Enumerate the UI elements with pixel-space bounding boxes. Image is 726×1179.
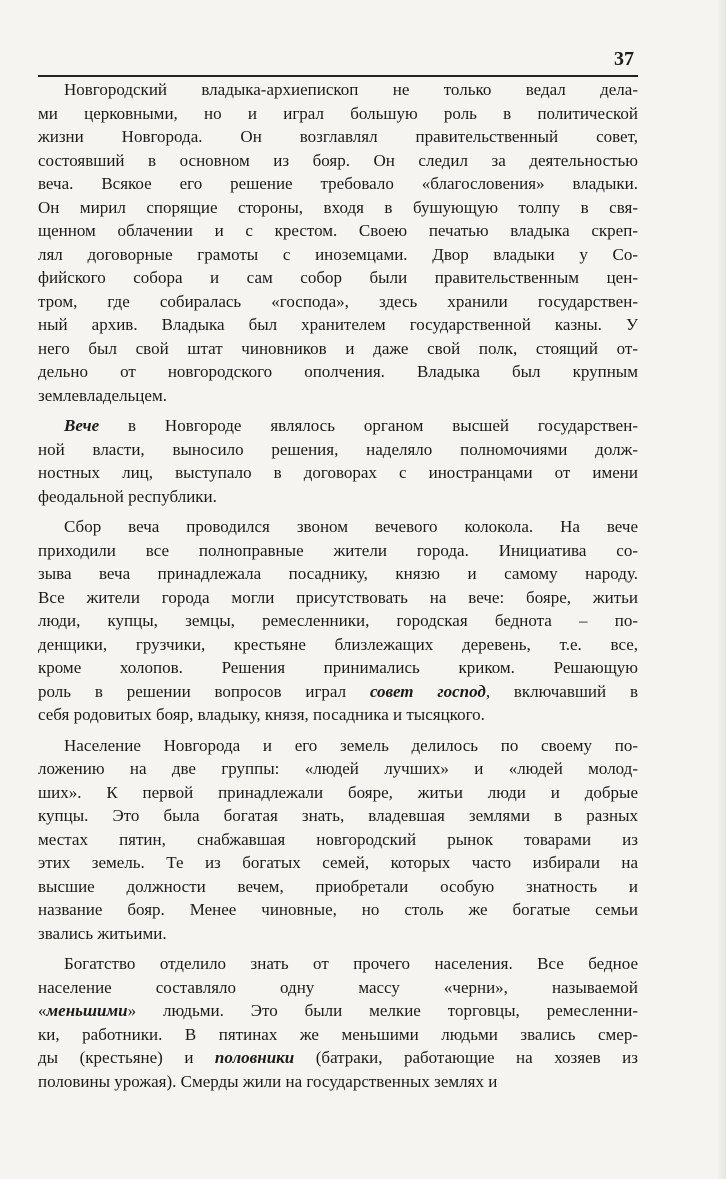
text-run: «	[38, 1001, 47, 1020]
text-run: тром, где собиралась «господа», здесь хранили государствен-	[38, 291, 638, 311]
page-number: 37	[614, 48, 634, 70]
text-line	[38, 243, 638, 267]
text-run: половины урожая). Смерды жили на государственных землях и	[38, 1071, 498, 1091]
paragraph	[38, 734, 638, 946]
text-line	[38, 219, 638, 243]
paragraph	[38, 952, 638, 1093]
text-run: ложению на две группы: «людей лучших» и «людей молод-	[38, 759, 638, 778]
emphasized-term: половники	[214, 1048, 295, 1067]
text-run: люди, купцы, земцы, ремесленники, городская беднота – по-	[38, 611, 638, 630]
text-run: ностных лиц, выступало в договорах с иностранцами от имени	[38, 463, 638, 482]
text-line	[38, 266, 638, 290]
text-run: высшие должности вечем, приобретали особую знатность и	[38, 876, 638, 896]
text-line	[38, 539, 638, 563]
text-line	[38, 562, 638, 586]
text-line	[38, 360, 638, 384]
text-run: ших». К первой принадлежали бояре, житьи люди и добрые	[38, 782, 638, 802]
text-line	[38, 633, 638, 657]
text-run: денщики, грузчики, крестьяне близлежащих деревень, т.е. все,	[38, 634, 638, 654]
paragraph	[38, 78, 638, 407]
text-run: ки, работники. В пятинах же меньшими людьми звались смер-	[38, 1024, 638, 1044]
text-run: купцы. Это была богатая знать, владевшая землями в разных	[38, 806, 638, 825]
text-run: звались житьими.	[38, 923, 167, 943]
text-line	[38, 656, 638, 680]
text-line	[38, 952, 638, 976]
text-line	[38, 875, 638, 899]
text-run: ды (крестьяне) и	[38, 1048, 215, 1067]
emphasized-term: совет господ	[369, 681, 486, 701]
text-run: жизни Новгорода. Он возглавлял правительственный совет,	[38, 127, 638, 146]
text-run: Все жители города могли присутствовать на вече: бояре, житьи	[38, 587, 638, 607]
text-line	[38, 438, 638, 462]
text-run: кроме холопов. Решения принимались криком. Решающую	[38, 658, 638, 677]
text-run: Богатство отделило знать от прочего населения. Все бедное	[64, 954, 638, 973]
text-run: Население Новгорода и его земель делилось по своему по-	[64, 735, 638, 755]
text-line	[38, 586, 638, 610]
text-line	[38, 172, 638, 196]
text-line	[38, 999, 638, 1023]
page-edge-shadow	[716, 0, 726, 1179]
text-run: лял договорные грамоты с иноземцами. Двор владыки у Со-	[38, 244, 638, 264]
text-run: (батраки, работающие на хозяев из	[294, 1048, 638, 1067]
text-line	[38, 196, 638, 220]
text-run: » людьми. Это были мелкие торговцы, ремесленни-	[127, 1001, 638, 1020]
text-run: приходили все полноправные жители города. Инициатива со-	[38, 540, 638, 560]
text-line	[38, 337, 638, 361]
text-run: название бояр. Менее чиновные, но столь же богатые семьи	[38, 900, 638, 919]
text-line	[38, 313, 638, 337]
text-line	[38, 461, 638, 485]
text-line	[38, 734, 638, 758]
text-line	[38, 78, 638, 102]
text-line	[38, 1023, 638, 1047]
text-run: веча. Всякое его решение требовало «благословения» владыки.	[38, 174, 638, 193]
text-line	[38, 828, 638, 852]
text-line	[38, 1070, 638, 1094]
text-run: местах пятин, снабжавшая новгородский рынок товарами из	[38, 829, 638, 849]
text-run: ми церковными, но и играл большую роль в политической	[38, 103, 638, 123]
text-line	[38, 922, 638, 946]
text-line	[38, 976, 638, 1000]
text-run: Он мирил спорящие стороны, входя в бушующую толпу в свя-	[38, 197, 638, 217]
text-run: дельно от новгородского ополчения. Владыка был крупным	[38, 362, 638, 381]
text-line	[38, 414, 638, 438]
text-run: ной власти, выносило решения, наделяло полномочиями долж-	[38, 439, 638, 459]
emphasized-term: Вече	[64, 416, 100, 435]
text-line	[38, 102, 638, 126]
text-run: щенном облачении и с крестом. Своею печатью владыка скреп-	[38, 221, 638, 240]
text-run: Новгородский владыка-архиепископ не только ведал дела-	[64, 80, 638, 99]
text-run: население составляло одну массу «черни», называемой	[38, 977, 638, 997]
text-line	[38, 804, 638, 828]
text-run: состоявший в основном из бояр. Он следил за деятельностью	[38, 150, 638, 170]
text-run: в Новгороде являлось органом высшей государствен-	[99, 416, 638, 435]
emphasized-term: меньшими	[46, 1001, 128, 1020]
text-run: роль в решении вопросов играл	[38, 681, 370, 701]
text-run: себя родовитых бояр, владыку, князя, посадника и тысяцкого.	[38, 705, 485, 724]
text-line	[38, 290, 638, 314]
text-line	[38, 515, 638, 539]
text-line	[38, 703, 638, 727]
text-line	[38, 757, 638, 781]
text-run: землевладельцем.	[38, 385, 167, 405]
text-line	[38, 851, 638, 875]
text-line	[38, 898, 638, 922]
text-run: ный архив. Владыка был хранителем государственной казны. У	[38, 315, 638, 334]
text-run: него был свой штат чиновников и даже свой полк, стоящий от-	[38, 338, 638, 358]
header-rule	[38, 75, 638, 77]
text-line	[38, 781, 638, 805]
text-run: фийского собора и сам собор были правительственным цен-	[38, 268, 638, 287]
text-line	[38, 384, 638, 408]
paragraph	[38, 414, 638, 508]
body-text	[38, 78, 638, 1100]
text-run: этих земель. Те из богатых семей, которых часто избирали на	[38, 853, 638, 872]
text-run: , включавший в	[485, 681, 638, 701]
text-line	[38, 149, 638, 173]
text-run: феодальной республики.	[38, 486, 217, 506]
text-run: Сбор веча проводился звоном вечевого колокола. На вече	[64, 517, 638, 536]
text-line	[38, 125, 638, 149]
paragraph	[38, 515, 638, 727]
text-line	[38, 1046, 638, 1070]
text-line	[38, 609, 638, 633]
text-run: зыва веча принадлежала посаднику, князю и самому народу.	[38, 564, 638, 583]
text-line	[38, 680, 638, 704]
text-line	[38, 485, 638, 509]
